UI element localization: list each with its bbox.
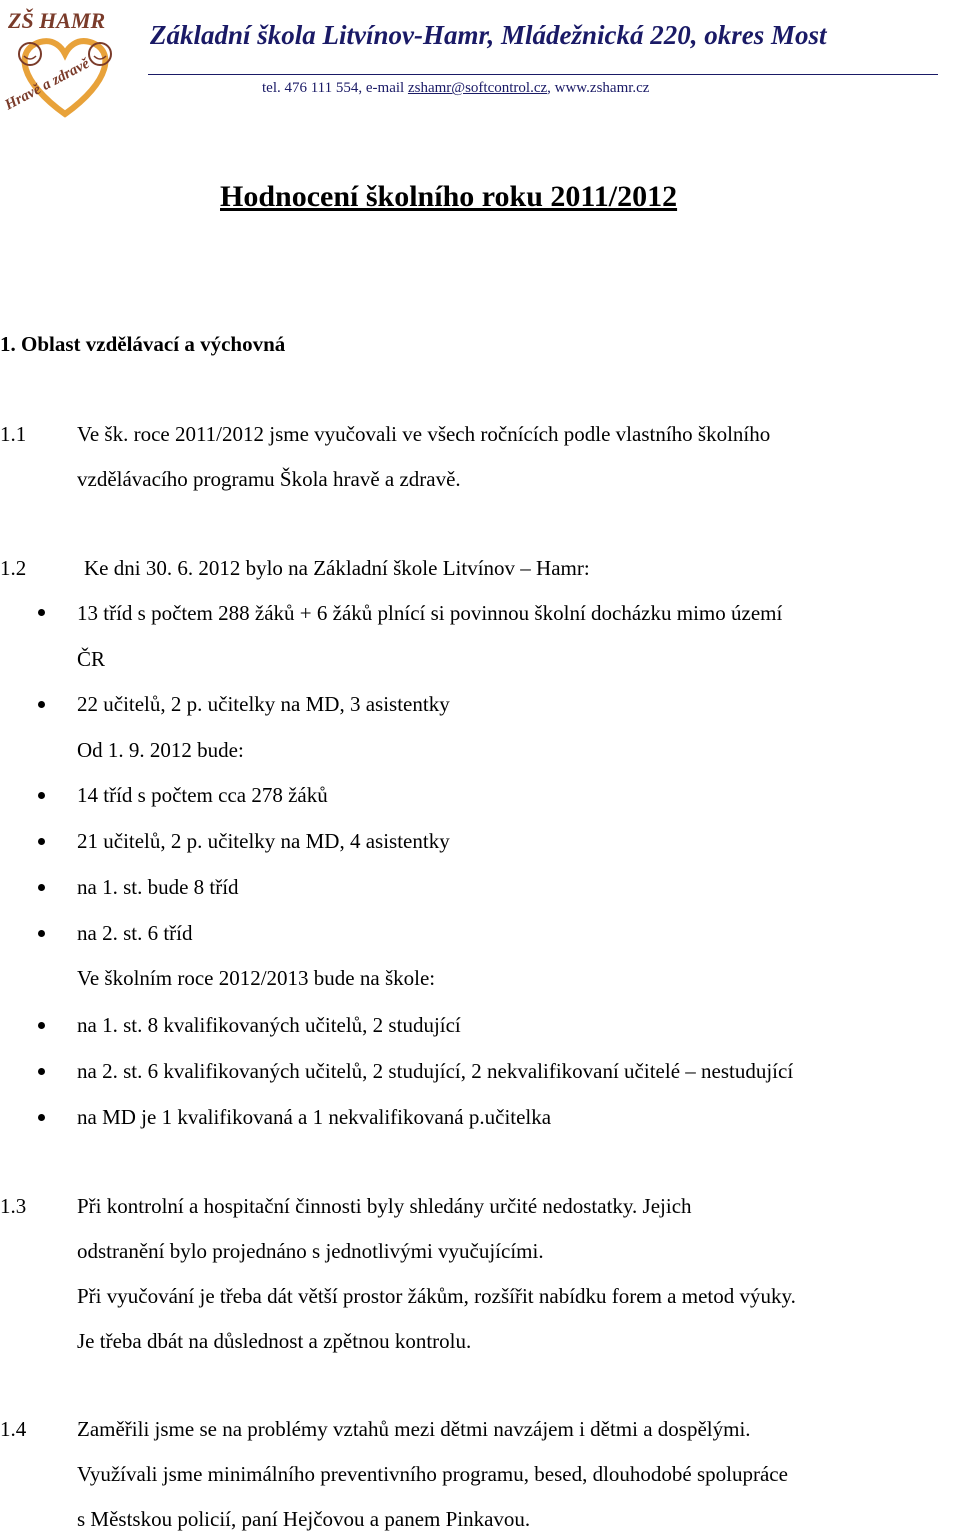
list-item-continuation: ČR bbox=[77, 647, 106, 671]
contact-suffix: , www.zshamr.cz bbox=[547, 80, 650, 96]
contact-line bbox=[262, 80, 649, 97]
paragraph-line: vzdělávacího programu Škola hravě a zdravě. bbox=[77, 467, 461, 491]
paragraph-number: 1.4 bbox=[0, 1417, 27, 1441]
bullet-dot bbox=[38, 1022, 45, 1029]
bullet-dot bbox=[38, 701, 45, 708]
bullet-dot bbox=[38, 930, 45, 937]
header-rule bbox=[148, 74, 938, 75]
bullet-dot bbox=[38, 792, 45, 799]
paragraph-line: Při vyučování je třeba dát větší prostor žákům, rozšířit nabídku forem a metod výuky. bbox=[77, 1284, 796, 1308]
list-item: na MD je 1 kvalifikovaná a 1 nekvalifikovaná p.učitelka bbox=[77, 1105, 552, 1129]
paragraph-line: Ke dni 30. 6. 2012 bylo na Základní škole Litvínov – Hamr: bbox=[84, 556, 590, 580]
list-item: na 1. st. 8 kvalifikovaných učitelů, 2 studující bbox=[77, 1013, 461, 1037]
bullet-dot bbox=[38, 1068, 45, 1075]
paragraph-line: Využívali jsme minimálního preventivního programu, besed, dlouhodobé spolupráce bbox=[77, 1462, 788, 1486]
paragraph-number: 1.1 bbox=[0, 422, 27, 446]
email-link[interactable]: zshamr@softcontrol.cz bbox=[407, 80, 548, 96]
list-item: na 2. st. 6 kvalifikovaných učitelů, 2 studující, 2 nekvalifikovaní učitelé – nestudující bbox=[77, 1059, 794, 1083]
list-item: 13 tříd s počtem 288 žáků + 6 žáků plnící si povinnou školní docházku mimo území bbox=[77, 601, 783, 625]
paragraph-line: s Městskou policií, paní Hejčovou a panem Pinkavou. bbox=[77, 1507, 531, 1531]
paragraph-line: Ve šk. roce 2011/2012 jsme vyučovali ve všech ročnících podle vlastního školního bbox=[77, 422, 771, 446]
document-title: Hodnocení školního roku 2011/2012 bbox=[220, 180, 678, 213]
list-item: 22 učitelů, 2 p. učitelky na MD, 3 asistentky bbox=[77, 692, 450, 716]
bullet-dot bbox=[38, 1114, 45, 1121]
bullet-dot bbox=[38, 609, 45, 616]
logo-text-bottom: Hravě a zdravě bbox=[2, 55, 93, 114]
school-logo bbox=[0, 2, 130, 142]
paragraph-line: Zaměřili jsme se na problémy vztahů mezi dětmi navzájem i dětmi a dospělými. bbox=[77, 1417, 751, 1441]
paragraph-number: 1.2 bbox=[0, 556, 27, 580]
paragraph-number: 1.3 bbox=[0, 1194, 27, 1218]
list-item: 14 tříd s počtem cca 278 žáků bbox=[77, 783, 328, 807]
list-subheading: Od 1. 9. 2012 bude: bbox=[77, 738, 244, 762]
bullet-dot bbox=[38, 884, 45, 891]
logo-text-top: ZŠ HAMR bbox=[8, 8, 106, 33]
list-item: na 1. st. bude 8 tříd bbox=[77, 875, 239, 899]
list-item: 21 učitelů, 2 p. učitelky na MD, 4 asistentky bbox=[77, 829, 450, 853]
school-name: Základní škola Litvínov-Hamr, Mládežnická 220, okres Most bbox=[150, 20, 827, 50]
paragraph-line: odstranění bylo projednáno s jednotlivými vyučujícími. bbox=[77, 1239, 544, 1263]
contact-prefix: tel. 476 111 554, e-mail bbox=[262, 80, 408, 96]
section-heading: 1. Oblast vzdělávací a výchovná bbox=[0, 332, 286, 356]
paragraph-line: Je třeba dbát na důslednost a zpětnou kontrolu. bbox=[77, 1329, 472, 1353]
list-item: na 2. st. 6 tříd bbox=[77, 921, 193, 945]
bullet-dot bbox=[38, 838, 45, 845]
list-subheading: Ve školním roce 2012/2013 bude na škole: bbox=[77, 966, 436, 990]
paragraph-line: Při kontrolní a hospitační činnosti byly shledány určité nedostatky. Jejich bbox=[77, 1194, 692, 1218]
